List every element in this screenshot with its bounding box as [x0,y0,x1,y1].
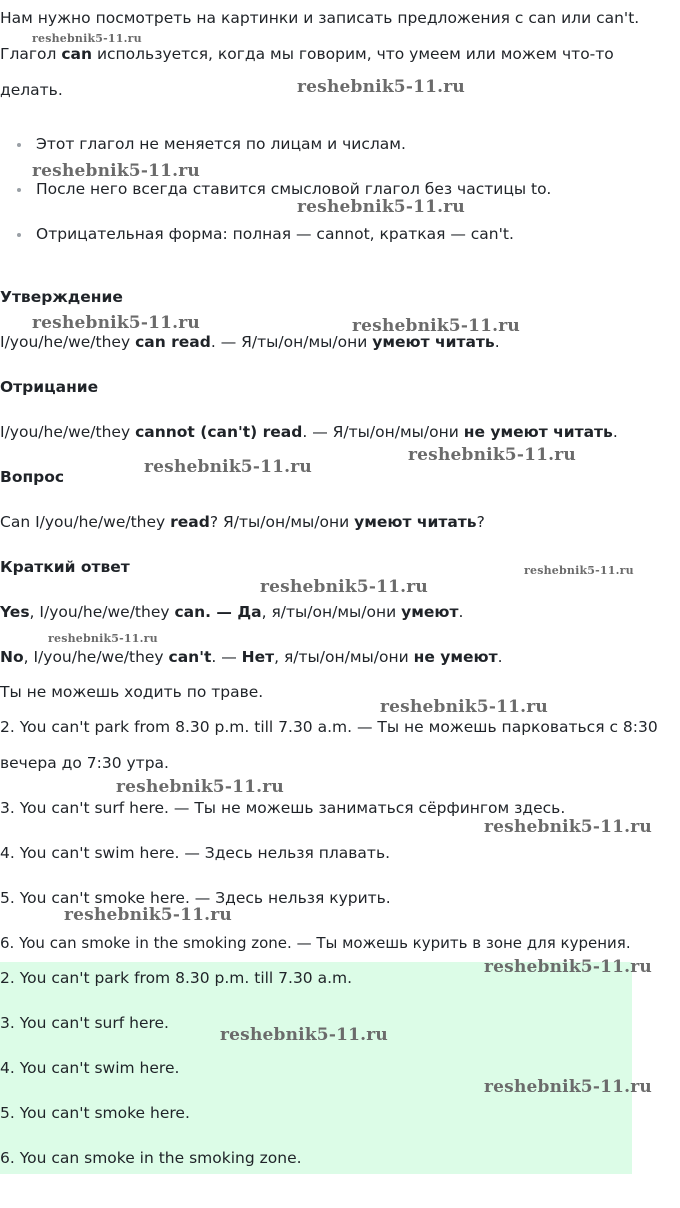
question-line: Can I/you/he/we/they read? Я/ты/он/мы/они умеют читать? [0,513,485,531]
watermark: reshebnik5-11.ru [116,777,284,797]
translation-line: Ты не можешь ходить по траве. [0,683,264,701]
watermark: reshebnik5-11.ru [220,1025,388,1045]
watermark: reshebnik5-11.ru [484,817,652,837]
bullet-item: Отрицательная форма: полная — cannot, краткая — can't. [36,225,514,243]
intro-line-2: Глагол can используется, когда мы говорим, что умеем или можем что-то [0,45,614,63]
translation-line: 6. You can smoke in the smoking zone. — Ты можешь курить в зоне для курения. [0,934,631,952]
answer-line: 6. You can smoke in the smoking zone. [0,1149,302,1167]
answer-line: 5. You can't smoke here. [0,1104,190,1122]
intro-line-3: делать. [0,81,63,99]
watermark: reshebnik5-11.ru [484,1077,652,1097]
bullet-dot [17,233,21,237]
intro-line-1: Нам нужно посмотреть на картинки и записать предложения с can или can't. [0,9,640,27]
watermark: reshebnik5-11.ru [32,313,200,333]
answer-line: 3. You can't surf here. [0,1014,169,1032]
watermark: reshebnik5-11.ru [297,197,465,217]
watermark: reshebnik5-11.ru [524,564,634,577]
heading-short-answer: Краткий ответ [0,558,130,576]
bullet-item: После него всегда ставится смысловой глагол без частицы to. [36,180,552,198]
translation-line: 3. You can't surf here. — Ты не можешь заниматься сёрфингом здесь. [0,799,566,817]
short-answer-no: No, I/you/he/we/they can't. — Нет, я/ты/он/мы/они не умеют. [0,648,503,666]
heading-affirmative: Утверждение [0,288,123,306]
bullet-item: Этот глагол не меняется по лицам и числам. [36,135,406,153]
heading-negative: Отрицание [0,378,99,396]
bullet-dot [17,188,21,192]
watermark: reshebnik5-11.ru [32,161,200,181]
watermark: reshebnik5-11.ru [32,32,142,45]
affirmative-line: I/you/he/we/they can read. — Я/ты/он/мы/они умеют читать. [0,333,500,351]
watermark: reshebnik5-11.ru [260,577,428,597]
watermark: reshebnik5-11.ru [48,632,158,645]
watermark: reshebnik5-11.ru [144,457,312,477]
translation-line: 2. You can't park from 8.30 p.m. till 7.30 a.m. — Ты не можешь парковаться с 8:30 [0,718,658,736]
translation-line: 4. You can't swim here. — Здесь нельзя плавать. [0,844,391,862]
watermark: reshebnik5-11.ru [380,697,548,717]
answer-line: 4. You can't swim here. [0,1059,180,1077]
watermark: reshebnik5-11.ru [297,77,465,97]
watermark: reshebnik5-11.ru [352,316,520,336]
watermark: reshebnik5-11.ru [408,445,576,465]
translation-line: 5. You can't smoke here. — Здесь нельзя курить. [0,889,391,907]
answer-line: 2. You can't park from 8.30 p.m. till 7.30 a.m. [0,969,353,987]
watermark: reshebnik5-11.ru [484,957,652,977]
heading-question: Вопрос [0,468,65,486]
translation-line: вечера до 7:30 утра. [0,754,169,772]
watermark: reshebnik5-11.ru [64,905,232,925]
bullet-dot [17,143,21,147]
short-answer-yes: Yes, I/you/he/we/they can. — Да, я/ты/он/мы/они умеют. [0,603,464,621]
negative-line: I/you/he/we/they cannot (can't) read. — Я/ты/он/мы/они не умеют читать. [0,423,618,441]
